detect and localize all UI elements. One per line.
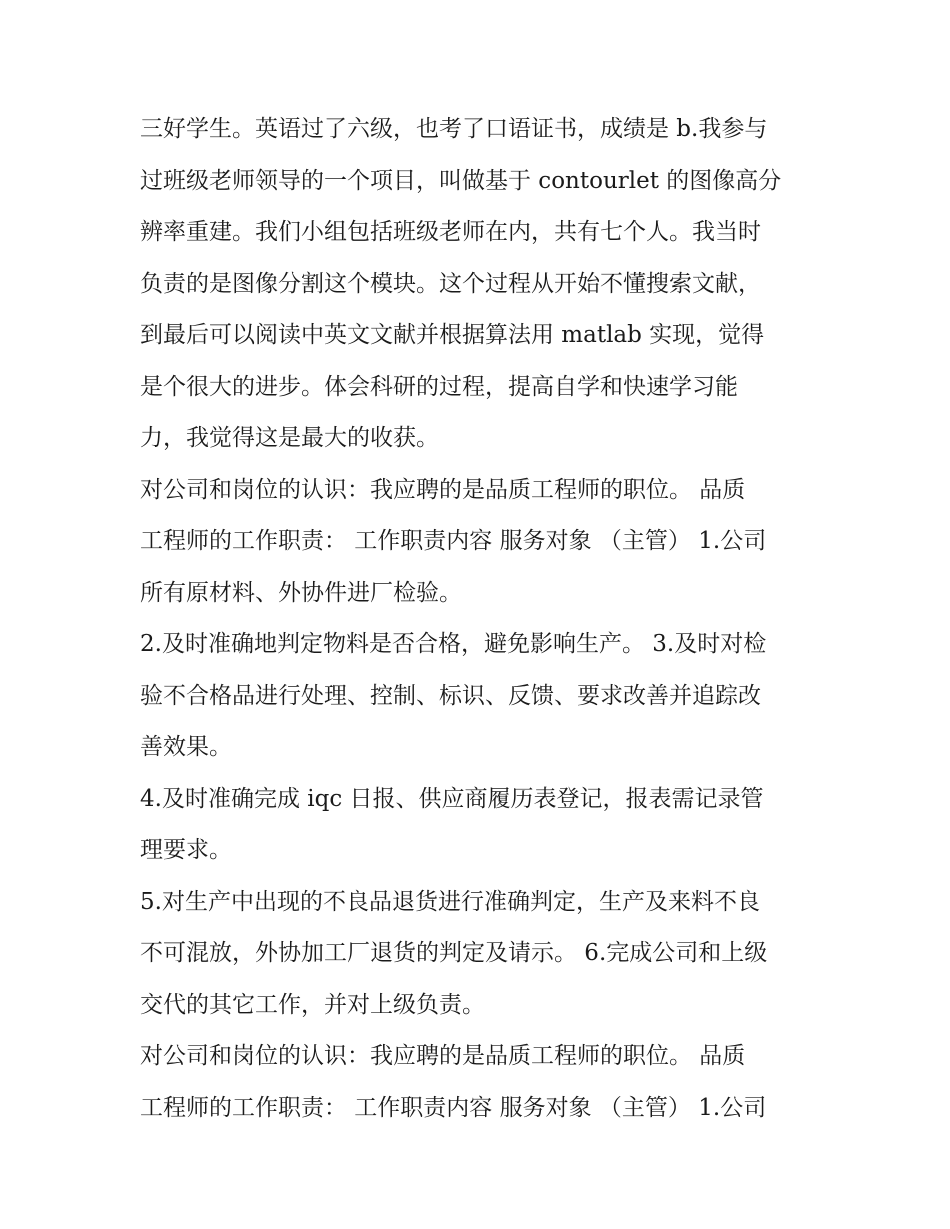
paragraph-duty-4 xyxy=(140,774,815,877)
text-line: 5.对生产中出现的不良品退货进行准确判定，生产及来料不良 xyxy=(140,888,760,915)
paragraph-company-understanding xyxy=(140,465,815,620)
paragraph-achievements xyxy=(140,104,815,465)
text-line: 4.及时准确完成 iqc 日报、供应商履历表登记，报表需记录管 xyxy=(140,785,764,812)
text-line: 工程师的工作职责： 工作职责内容 服务对象 （主管） 1.公司 xyxy=(140,528,767,554)
text-line: 是个很大的进步。体会科研的过程，提高自学和快速学习能 xyxy=(140,373,738,400)
text-line: 不可混放，外协加工厂退货的判定及请示。 6.完成公司和上级 xyxy=(140,940,768,966)
document-body xyxy=(140,104,815,1134)
text-line: 验不合格品进行处理、控制、标识、反馈、要求改善并追踪改 xyxy=(140,682,761,709)
text-line: 理要求。 xyxy=(140,837,232,863)
text-line: 负责的是图像分割这个模块。这个过程从开始不懂搜索文献， xyxy=(140,270,761,297)
paragraph-duty-5-6 xyxy=(140,877,815,1032)
text-line: 交代的其它工作，并对上级负责。 xyxy=(140,991,485,1018)
paragraph-company-understanding-repeat xyxy=(140,1031,815,1134)
text-line: 善效果。 xyxy=(140,734,232,760)
text-line: 三好学生。英语过了六级，也考了口语证书，成绩是 b.我参与 xyxy=(140,116,768,142)
text-line: 2.及时准确地判定物料是否合格，避免影响生产。 3.及时对检 xyxy=(140,631,767,657)
text-line: 工程师的工作职责： 工作职责内容 服务对象 （主管） 1.公司 xyxy=(140,1094,767,1121)
text-line: 辨率重建。我们小组包括班级老师在内，共有七个人。我当时 xyxy=(140,219,761,245)
text-line: 力，我觉得这是最大的收获。 xyxy=(140,425,439,451)
text-line: 对公司和岗位的认识：我应聘的是品质工程师的职位。 品质 xyxy=(140,1043,746,1069)
text-line: 所有原材料、外协件进厂检验。 xyxy=(140,579,462,606)
paragraph-duty-2-3 xyxy=(140,619,815,774)
text-line: 过班级老师领导的一个项目，叫做基于 contourlet 的图像高分 xyxy=(140,167,782,194)
text-line: 对公司和岗位的认识：我应聘的是品质工程师的职位。 品质 xyxy=(140,476,746,503)
text-line: 到最后可以阅读中英文文献并根据算法用 matlab 实现，觉得 xyxy=(140,322,765,348)
